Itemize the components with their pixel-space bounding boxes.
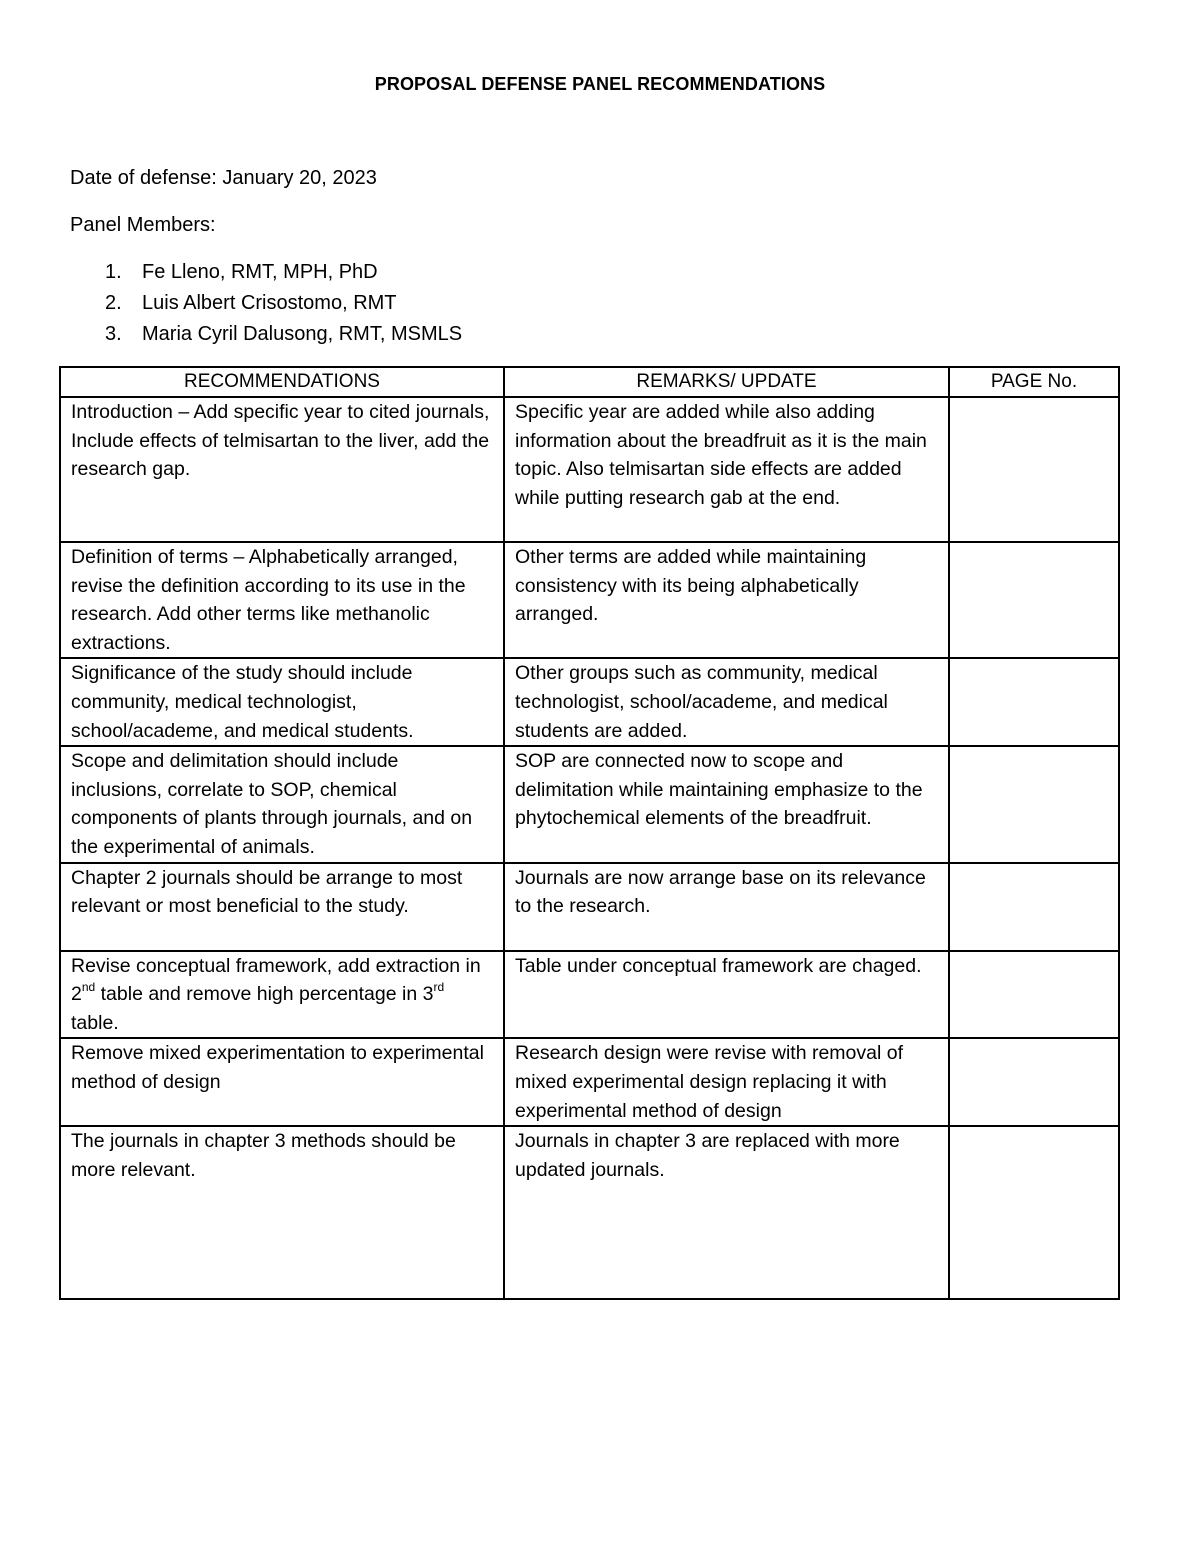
remarks-cell: Table under conceptual framework are chaged. — [504, 951, 949, 1039]
recommendation-cell — [60, 951, 504, 1039]
list-number: 2. — [105, 292, 122, 314]
remarks-cell: SOP are connected now to scope and delimitation while maintaining emphasize to the phytochemical elements of the breadfruit. — [504, 746, 949, 862]
page-cell — [949, 863, 1119, 951]
remarks-cell: Other groups such as community, medical technologist, school/academe, and medical students are added. — [504, 658, 949, 746]
date-of-defense — [70, 167, 377, 190]
header-remarks: REMARKS/ UPDATE — [504, 367, 949, 397]
table-row — [60, 397, 1119, 542]
table-row — [60, 1126, 1119, 1299]
page-cell — [949, 397, 1119, 542]
page-cell — [949, 951, 1119, 1039]
page-cell — [949, 658, 1119, 746]
table-header-row — [60, 367, 1119, 397]
member-name: Maria Cyril Dalusong, RMT, MSMLS — [142, 323, 463, 345]
panel-members-label: Panel Members: — [70, 214, 216, 236]
list-item — [70, 321, 462, 352]
table-row — [60, 1038, 1119, 1126]
table-row — [60, 746, 1119, 862]
remarks-cell: Research design were revise with removal of mixed experimental design replacing it with experimental method of design — [504, 1038, 949, 1126]
recommendation-cell: Chapter 2 journals should be arrange to most relevant or most beneficial to the study. — [60, 863, 504, 951]
recommendations-table — [59, 366, 1120, 1300]
ordinal-suffix: rd — [433, 980, 445, 995]
list-item — [70, 290, 462, 321]
page-cell — [949, 542, 1119, 658]
table-row — [60, 542, 1119, 658]
recommendation-cell: Introduction – Add specific year to cited journals, Include effects of telmisartan to the liver, add the research gap. — [60, 397, 504, 542]
list-number: 3. — [105, 323, 122, 345]
table-row — [60, 658, 1119, 746]
remarks-cell: Specific year are added while also adding information about the breadfruit as it is the main topic. Also telmisartan side effects are added while putting research gab at the end. — [504, 397, 949, 542]
date-value: January 20, 2023 — [222, 167, 377, 189]
header-recommendations: RECOMMENDATIONS — [60, 367, 504, 397]
list-number: 1. — [105, 261, 122, 283]
recommendation-cell: Scope and delimitation should include inclusions, correlate to SOP, chemical components of plants through journals, and on the experimental of animals. — [60, 746, 504, 862]
date-label: Date of defense: — [70, 167, 217, 189]
recommendation-text-part: Revise conceptual framework, add extraction in 2 — [71, 954, 481, 1006]
document-title: PROPOSAL DEFENSE PANEL RECOMMENDATIONS — [374, 74, 826, 94]
remarks-cell: Other terms are added while maintaining consistency with its being alphabetically arranged. — [504, 542, 949, 658]
ordinal-suffix: nd — [81, 980, 96, 995]
recommendation-cell: The journals in chapter 3 methods should be more relevant. — [60, 1126, 504, 1299]
remarks-cell: Journals are now arrange base on its relevance to the research. — [504, 863, 949, 951]
panel-members-list — [70, 259, 462, 352]
recommendation-cell: Definition of terms – Alphabetically arranged, revise the definition according to its use in the research. Add other terms like methanolic extractions. — [60, 542, 504, 658]
member-name: Fe Lleno, RMT, MPH, PhD — [142, 261, 378, 283]
list-item — [70, 259, 462, 290]
table-row — [60, 951, 1119, 1039]
member-name: Luis Albert Crisostomo, RMT — [142, 292, 397, 314]
recommendation-text-part: table and remove high percentage in 3 — [95, 983, 434, 1006]
recommendation-cell: Remove mixed experimentation to experimental method of design — [60, 1038, 504, 1126]
header-page-no: PAGE No. — [949, 367, 1119, 397]
recommendation-cell: Significance of the study should include community, medical technologist, school/academe, and medical students. — [60, 658, 504, 746]
page-cell — [949, 1038, 1119, 1126]
page-cell — [949, 1126, 1119, 1299]
table-row — [60, 863, 1119, 951]
page-cell — [949, 746, 1119, 862]
remarks-cell: Journals in chapter 3 are replaced with more updated journals. — [504, 1126, 949, 1299]
recommendation-text-part: table. — [71, 1011, 119, 1034]
